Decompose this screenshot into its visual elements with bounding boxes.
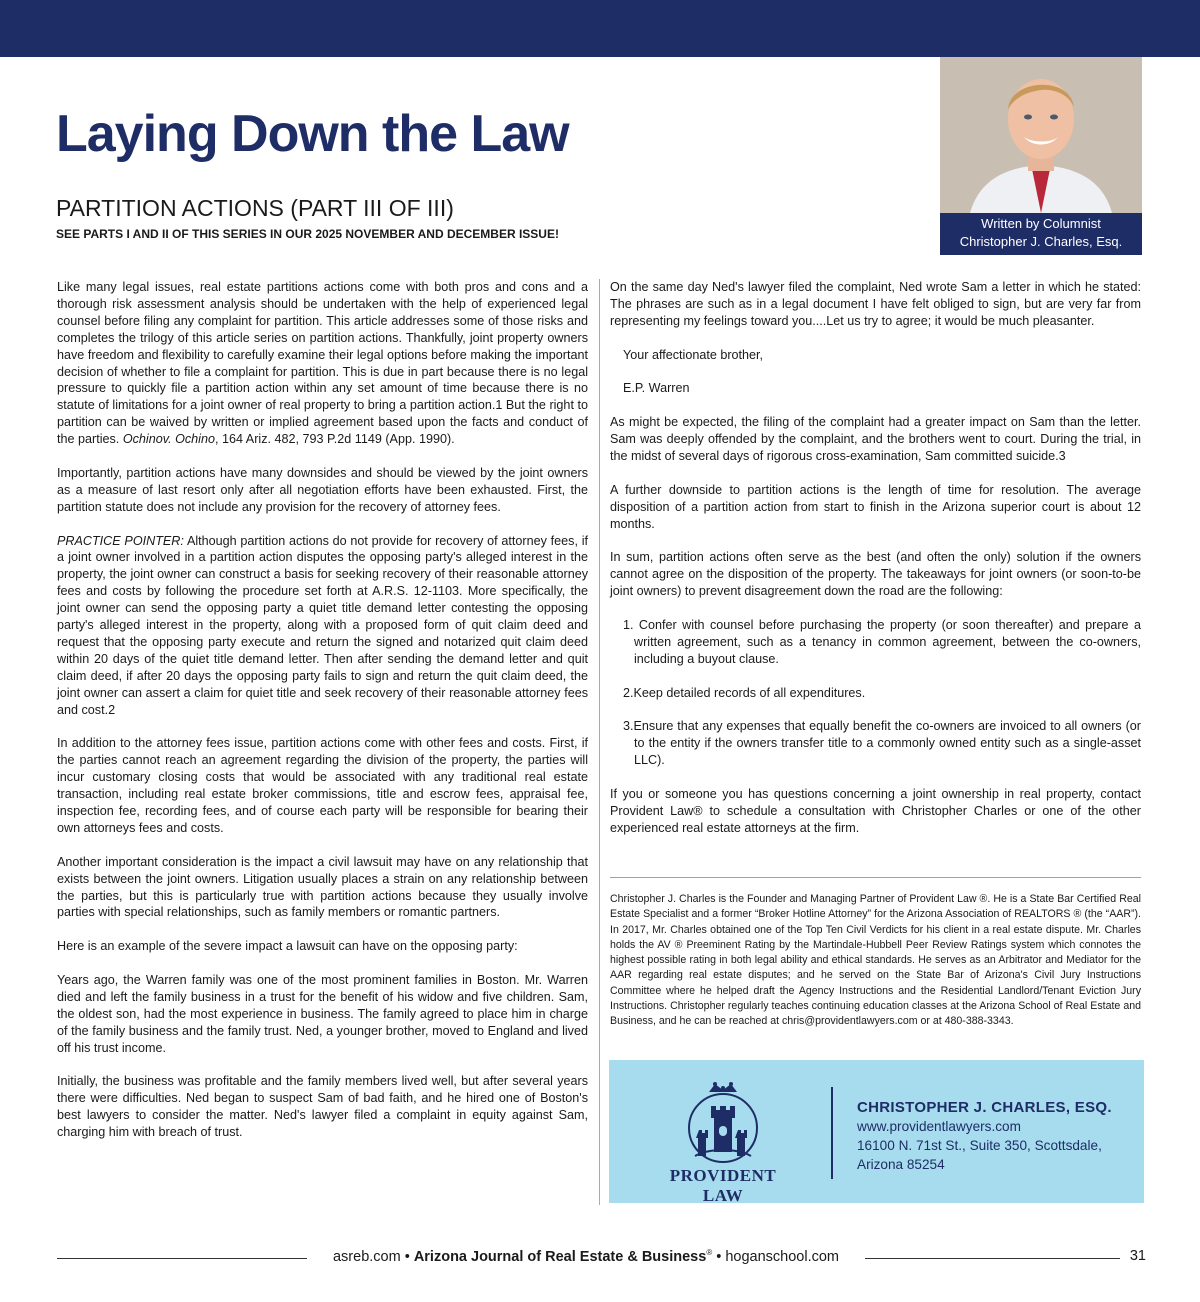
series-note: SEE PARTS I AND II OF THIS SERIES IN OUR 2025 NOVEMBER AND DECEMBER ISSUE! [56, 227, 559, 241]
ad-separator [831, 1087, 833, 1179]
author-caption-line2: Christopher J. Charles, Esq. [959, 234, 1123, 249]
author-photo [940, 57, 1142, 213]
paragraph [57, 279, 588, 448]
paragraph: In addition to the attorney fees issue, partition actions come with other fees and costs. First, if the parties cannot reach an agreement regarding the division of the property, the parties will incur customary closing costs that would be associated with any traditional real estate transaction, including real estate broker commissions, title and escrow fees, appraisal fee, inspection fee, recording fees, and of course each party will be responsible for bearing their own attorneys fees and costs. [57, 736, 588, 835]
paragraph: A further downside to partition actions is the length of time for resolution. The average disposition of a partition action from start to finish in the Arizona superior court is about 12 months. [610, 482, 1141, 531]
list-item: 2.Keep detailed records of all expenditures. [623, 685, 866, 700]
paragraph-text: , 164 Ariz. 482, 793 P.2d 1149 (App. 1990). [214, 432, 455, 447]
list-item: 3.Ensure that any expenses that equally benefit the co-owners are invoiced to all owners (or to the entity if the owners transfer title to a commonly owned entity such as a single-asset LLC). [623, 719, 1141, 768]
footer-rule-right [865, 1258, 1120, 1259]
provident-law-logo [649, 1082, 797, 1205]
takeaways-list [610, 617, 1141, 769]
paragraph: Here is an example of the severe impact a lawsuit can have on the opposing party: [57, 939, 518, 954]
page-number: 31 [1129, 1248, 1146, 1264]
article-subtitle: PARTITION ACTIONS (PART III OF III) [56, 195, 454, 221]
footer-credit [307, 1248, 865, 1265]
footer-registered-mark: ® [706, 1248, 713, 1257]
paragraph-text: Like many legal issues, real estate partitions actions come with both pros and cons and a thorough risk assessment analysis should be undertaken with the help of experienced legal counsel before filing any complaint for partition. This article addresses some of those risks and completes the trilogy of this article series on partition actions. Thankfully, joint property owners have freedom and flexibility to carefully examine their legal options before making the important decision of whether to file a complaint for partition. This is due in part because there is no legal pressure to quickly file a partition action within any set amount of time because there is no statute of limitations for a joint owner of real property to bring a partition action.1 But the right to partition can be waived by written or implied agreement based upon the facts and conduct of the parties. [57, 280, 588, 447]
ad-attorney-name: CHRISTOPHER J. CHARLES, ESQ. [857, 1099, 1112, 1116]
paragraph: Another important consideration is the impact a civil lawsuit may have on any relationship that exists between the joint owners. Litigation usually places a strain on any relationship between the parties, but this is particularly true with partition actions because they usually involve parties with special relationships, such as family members or romantic partners. [57, 854, 588, 920]
author-bio: Christopher J. Charles is the Founder and Managing Partner of Provident Law ®. He is a State Bar Certified Real Estate Specialist and a former “Broker Hotline Attorney” for the Arizona Association of REALTORS ® (the “AAR”). In 2017, Mr. Charles obtained one of the Top Ten Civil Verdicts for his client in a real estate dispute. Mr. Charles holds the AV ® Preeminent Rating by the Martindale-Hubbell Peer Review Ratings system which connotes the highest possible rating in both legal ability and ethical standards. He serves as an Arbitrator and Mediator for the AAR regarding real estate disputes; and he served on the State Bar of Arizona's Civil Jury Instructions Committee where he helped draft the Agency Instructions and the Residential Landlord/Tenant Eviction Jury Instructions. Christopher regularly teaches continuing education classes at the Arizona School of Real Estate and Business, and he can be reached at chris@providentlawyers.com or at 480-388-3343. [610, 893, 1141, 1028]
footer-site-left[interactable]: asreb.com • [332, 1248, 414, 1265]
case-citation: Ochinov. Ochino [122, 432, 215, 447]
paragraph: In sum, partition actions often serve as the best (and often the only) solution if the owners cannot agree on the disposition of the property. The takeaways for joint owners (or soon-to-be joint owners) to prevent disagreement down the road are the following: [610, 550, 1141, 599]
footer-rule-left [57, 1258, 307, 1259]
footer-site-right[interactable]: • hoganschool.com [712, 1248, 840, 1265]
ad-website-link[interactable]: www.providentlawyers.com [857, 1119, 1021, 1134]
provident-law-ad[interactable] [609, 1060, 1144, 1203]
ad-address-line2: Arizona 85254 [857, 1157, 945, 1172]
article-left-column [57, 279, 588, 1158]
paragraph-text: Although partition actions do not provide for recovery of attorney fees, if a joint owner involved in a partition action disputes the opposing party's alleged interest in the property, the joint owner can construct a basis for seeking recovery of their reasonable attorney fees and costs by following the procedure set forth at A.R.S. 12-1103. More specifically, the joint owner can send the opposing party a quiet title demand letter contesting the opposing party's alleged interest in the property, along with a proposed form of quit claim deed and request that the opposing party execute and return the signed and notarized quit claim deed within 20 days of the quiet title demand letter. Then after sending the demand letter and quit claim deed, if after 20 days the opposing party fails to sign and return the quit claim deed, the joint owner can assert a claim for quiet title and seek recovery of their reasonable attorney fees and cost.2 [57, 533, 588, 717]
paragraph: Importantly, partition actions have many downsides and should be viewed by the joint owners as a measure of last resort only after all negotiation efforts have been exhausted. First, the partition statute does not include any provision for the recovery of attorney fees. [57, 465, 588, 514]
author-caption-line1: Written by Columnist [981, 216, 1101, 231]
letter-signature: E.P. Warren [623, 381, 690, 396]
logo-wordmark: PROVIDENT LAW [669, 1166, 777, 1205]
paragraph: As might be expected, the filing of the complaint had a greater impact on Sam than the letter. Sam was deeply offended by the complaint, and the brothers went to court. During the trial, in the midst of several days of rigorous cross-examination, Sam committed suicide.3 [610, 415, 1141, 464]
castle-tower-icon [649, 1082, 797, 1166]
paragraph: On the same day Ned's lawyer filed the complaint, Ned wrote Sam a letter in which he stated: The phrases are such as in a legal document I have felt obliged to sign, but are very far from representing my feelings toward you....Let us try to agree; it would be much pleasanter. [610, 280, 1141, 328]
footer-journal-name: Arizona Journal of Real Estate & Business [413, 1248, 707, 1265]
bio-separator [610, 877, 1141, 878]
article-right-column [610, 279, 1141, 854]
page-title: Laying Down the Law [56, 105, 569, 163]
column-divider [599, 279, 600, 1205]
paragraph: Years ago, the Warren family was one of the most prominent families in Boston. Mr. Warren died and left the family business in a trust for the benefit of his widow and five children. Sam, the oldest son, had the most experience in business. The family agreed to place him in charge of the family business and the family trust. Ned, a younger brother, moved to England and lived off his trust income. [57, 973, 588, 1055]
list-item: 1. Confer with counsel before purchasing the property (or soon thereafter) and prepare a written agreement, such as a tenancy in common agreement, between the co-owners, including a buyout clause. [623, 618, 1141, 666]
letter-closing: Your affectionate brother, [623, 347, 764, 362]
practice-pointer-label: PRACTICE POINTER: [57, 533, 184, 548]
ad-address-line1: 16100 N. 71st St., Suite 350, Scottsdale, [857, 1138, 1102, 1153]
practice-pointer-paragraph [57, 533, 588, 719]
paragraph: Initially, the business was profitable and the family members lived well, but after several years there were difficulties. Ned began to suspect Sam of bad faith, and he hired one of Boston's best lawyers to consider the matter. Ned's lawyer filed a complaint in equity against Sam, charging him with breach of trust. [57, 1074, 588, 1140]
paragraph: If you or someone you has questions concerning a joint ownership in real property, contact Provident Law® to schedule a consultation with Christopher Charles or one of the other experienced real estate attorneys at the firm. [610, 787, 1141, 835]
author-caption [940, 213, 1142, 255]
top-banner [0, 0, 1200, 57]
author-portrait-illustration [940, 57, 1142, 213]
